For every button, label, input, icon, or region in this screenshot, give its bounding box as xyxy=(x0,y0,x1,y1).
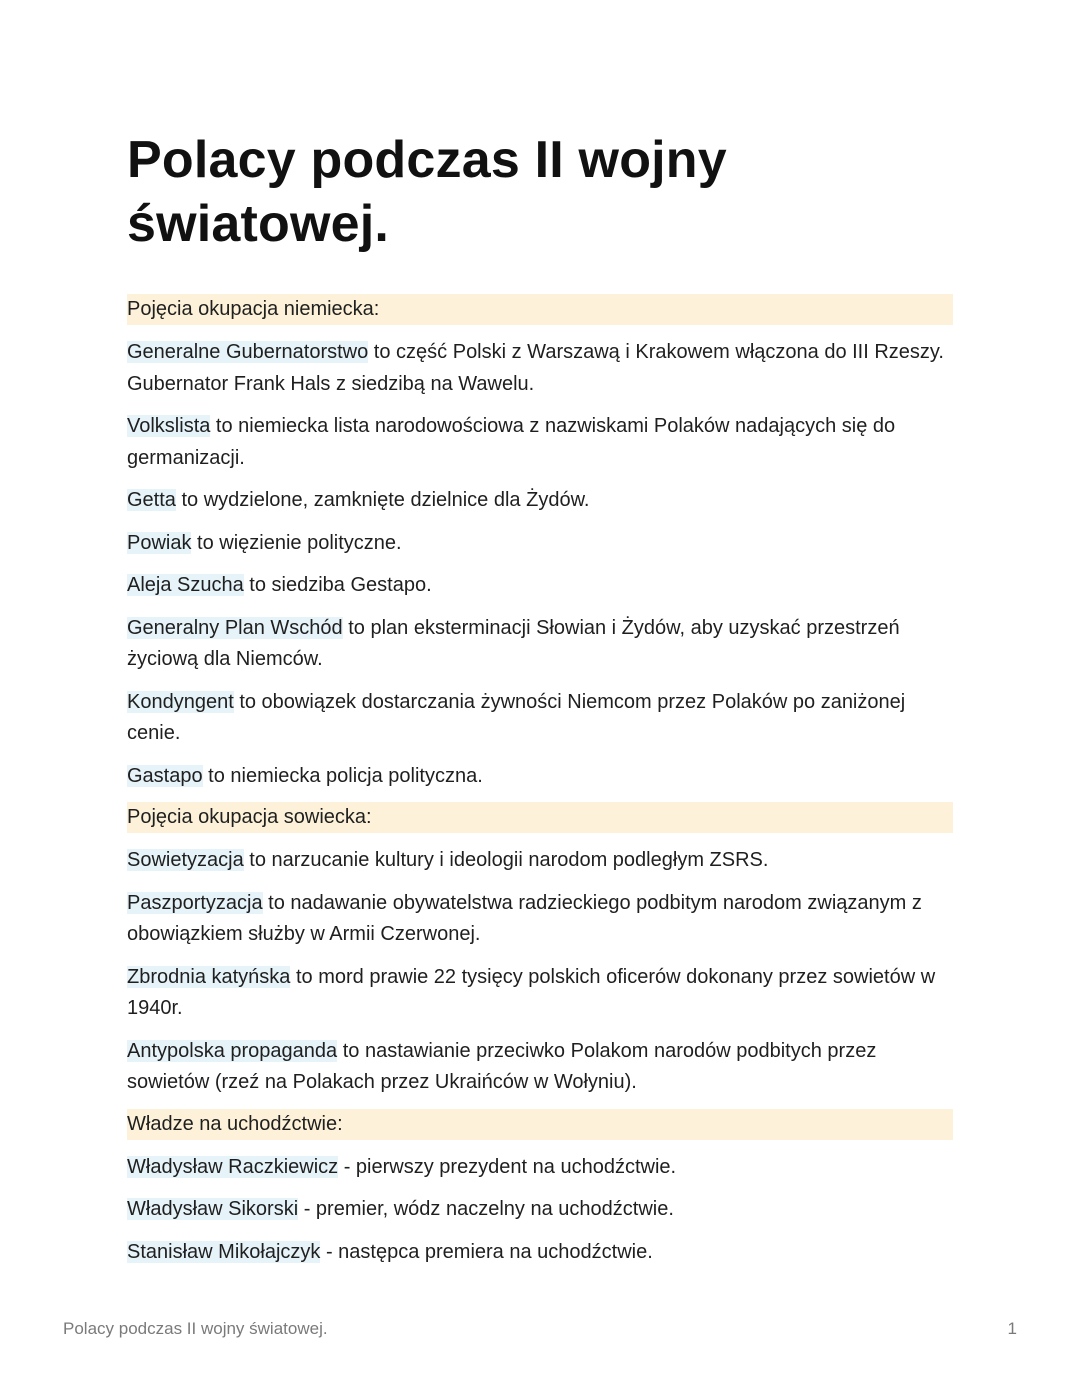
definition-text: to nadawanie obywatelstwa radzieckiego podbitym narodom związanym z obowiązkiem służby w Armii Czerwonej. xyxy=(127,891,922,945)
definition-text: to siedziba Gestapo. xyxy=(243,574,432,596)
definition-text: to obowiązek dostarczania żywności Niemcom przez Polaków po zaniżonej cenie. xyxy=(127,690,906,744)
definition-text: - pierwszy prezydent na uchodźctwie. xyxy=(338,1155,677,1178)
definition-item xyxy=(127,1036,953,1099)
definition-item xyxy=(127,761,953,793)
definition-text: to narzucanie kultury i ideologii narodom podległym ZSRS. xyxy=(243,849,769,871)
definition-term: Zbrodnia katyńska xyxy=(127,965,291,988)
definition-term: Sowietyzacja xyxy=(127,849,244,871)
definition-term: Stanisław Mikołajczyk xyxy=(127,1240,321,1263)
definition-item xyxy=(127,411,953,474)
page-title: Polacy podczas II wojny światowej. xyxy=(127,131,727,253)
definition-item xyxy=(127,1237,953,1269)
definition-term: Antypolska propaganda xyxy=(127,1039,338,1062)
definition-text: to mord prawie 22 tysięcy polskich oficerów dokonany przez sowietów w 1940r. xyxy=(127,965,936,1019)
definition-text: to nastawianie przeciwko Polakom narodów podbitych przez sowietów (rzeź na Polakach przez Ukraińców w Wołyniu). xyxy=(127,1039,877,1093)
document-page xyxy=(127,128,953,1279)
definition-term: Powiak xyxy=(127,531,192,554)
definition-term: Aleja Szucha xyxy=(127,574,244,596)
definition-item xyxy=(127,337,953,400)
section-heading-soviet-occupation: Pojęcia okupacja sowiecka: xyxy=(127,802,953,833)
definition-text: - premier, wódz naczelny na uchodźctwie. xyxy=(298,1198,674,1220)
definition-item xyxy=(127,485,953,517)
definition-text: - następca premiera na uchodźctwie. xyxy=(320,1240,653,1263)
definition-item xyxy=(127,687,953,750)
definition-text: to plan eksterminacji Słowian i Żydów, aby uzyskać przestrzeń życiową dla Niemców. xyxy=(127,616,900,670)
definition-term: Generalne Gubernatorstwo xyxy=(127,341,369,363)
footer-document-title: Polacy podczas II wojny światowej. xyxy=(63,1319,328,1338)
definition-term: Volkslista xyxy=(127,415,211,437)
definition-text: to więzienie polityczne. xyxy=(191,531,402,554)
definition-term: Gastapo xyxy=(127,764,203,787)
definition-item xyxy=(127,613,953,676)
document-content xyxy=(127,294,953,1268)
definition-item xyxy=(127,845,953,877)
definition-text: to niemiecka lista narodowościowa z nazwiskami Polaków nadających się do germanizacji. xyxy=(127,415,896,469)
definition-text: to niemiecka policja polityczna. xyxy=(202,764,483,787)
definition-term: Władysław Sikorski xyxy=(127,1198,299,1220)
definition-item xyxy=(127,528,953,560)
definition-item xyxy=(127,888,953,951)
definition-item xyxy=(127,570,953,602)
section-heading-german-occupation: Pojęcia okupacja niemiecka: xyxy=(127,294,953,325)
page-number: 1 xyxy=(1007,1319,1017,1338)
definition-item xyxy=(127,1194,953,1226)
definition-text: to część Polski z Warszawą i Krakowem włączona do III Rzeszy. Gubernator Frank Hals z siedzibą na Wawelu. xyxy=(127,341,944,395)
definition-term: Paszportyzacja xyxy=(127,891,263,914)
definition-item xyxy=(127,962,953,1025)
definition-item xyxy=(127,1152,953,1184)
definition-text: to wydzielone, zamknięte dzielnice dla Żydów. xyxy=(175,489,590,511)
definition-term: Getta xyxy=(127,489,176,511)
definition-term: Generalny Plan Wschód xyxy=(127,616,343,639)
section-heading-exile-government: Władze na uchodźctwie: xyxy=(127,1109,953,1140)
definition-term: Władysław Raczkiewicz xyxy=(127,1155,339,1178)
definition-term: Kondyngent xyxy=(127,690,234,713)
